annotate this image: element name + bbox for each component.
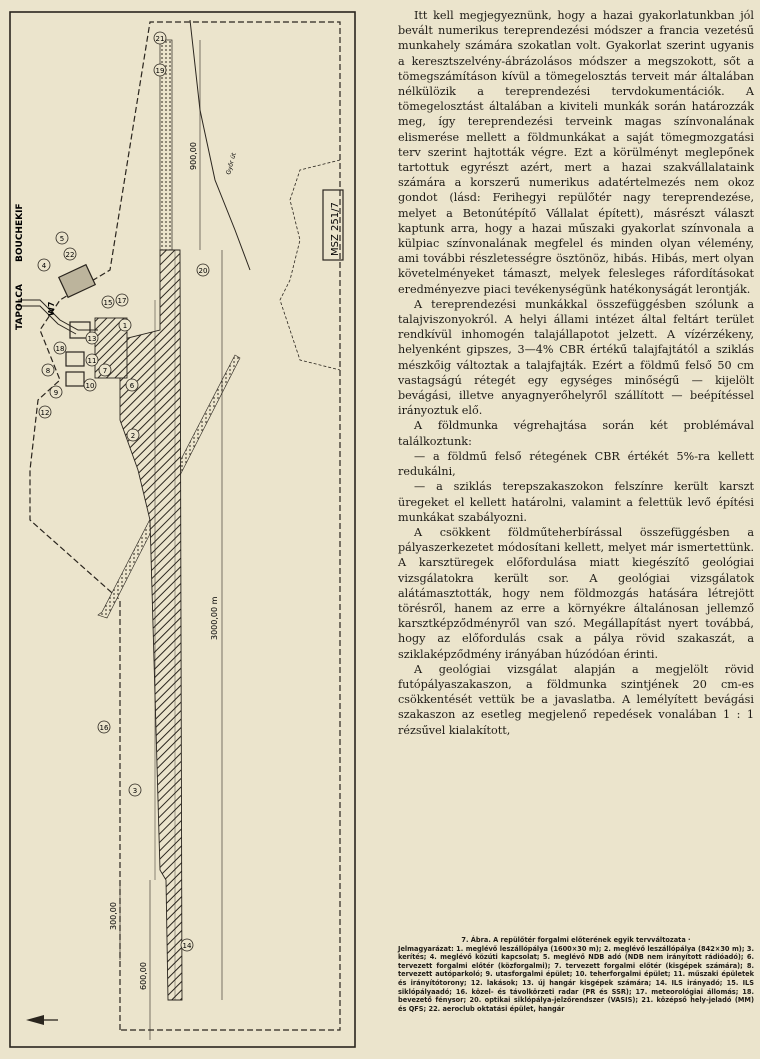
paragraph-4: — a földmű felső rétegének CBR értékét 5%-ra kellett redukálni, xyxy=(398,449,754,479)
callout-6 xyxy=(126,379,138,391)
callout-11 xyxy=(86,354,98,366)
callout-8 xyxy=(42,364,54,376)
paragraph-2: A tereprendezési munkákkal összefüggésben szólunk a talajviszonyokról. A helyi állami intézet által feltárt terület rendkívül inhomogén talajállapotot jelzett. A vízérzékeny, helyenként gipszes, 3—4% CBR értékű talajfajtától a sziklás mészkőig változtak a talajfajták. Ezért a földmű felső 50 cm vastagságú rétegét egy egységes minőségű — kijelölt bevágási, illetve anyagnyerőhelyről szállított — beépítéssel irányoztuk elő. xyxy=(398,297,754,418)
callout-9 xyxy=(50,386,62,398)
callout-7 xyxy=(99,364,111,376)
svg-text:15: 15 xyxy=(103,299,113,307)
building-9 xyxy=(66,352,84,366)
compass-west-label: TAPOLCA xyxy=(15,284,25,330)
caption-text: Jelmagyarázat: 1. meglévő leszállópálya (1600×30 m); 2. meglévő leszállópálya (842×30 m); 3. kerítés; 4. meglévő közúti kapcsolat; 5. meglévő NDB adó (NDB nem irányított rádióadó); 6. tervezett forgalmi előtér (közforgalmi); 7. tervezett forgalmi előtér (kisgépek számára); 8. tervezett autóparkoló; 9. utasforgalmi épület; 10. teherforgalmi épület; 11. műszaki épületek és irányítótorony; 12. lakások; 13. új hangár kisgépek számára; 14. ILS irányadó; 15. ILS siklópályaadó; 16. közel- és távolkörzeti radar (PR és SSR); 17. meteorológiai állomás; 18. bevezető fénysor; 20. optikai siklópálya-jelzőrendszer (VASIS); 21. középső hely-jeladó (MM) és QFS; 22. aeroclub oktatási épület, hangár xyxy=(398,944,754,1013)
article-text-column xyxy=(398,8,754,738)
dim-taxiway-label: 900,00 xyxy=(189,142,198,170)
svg-text:11: 11 xyxy=(87,357,97,365)
stamp-label: MSZ 251/7 xyxy=(330,202,341,256)
figure-frame xyxy=(10,12,355,1047)
hangar-13 xyxy=(59,265,95,298)
svg-text:19: 19 xyxy=(155,67,165,75)
dim-runway-label: 3000,00 m xyxy=(210,596,219,640)
paragraph-6: A csökkent földműteherbírással összefüggésben a pályaszerkezetet módosítani kellett, melyet már ismertettünk. A karsztüregek előfordulása miatt kiegészítő geológiai vizsgálatokra került sor. A geológiai vizsgálatok alátámasztották, hogy nem földmozgás hatására létrejött törésről, hanem az erre a környékre általánosan jellemző karsztképződményről van szó. Megállapítást nyert továbbá, hogy az előfordulás csak a pálya rövid szakaszát, a sziklaképződmény irányában húzódóan érinti. xyxy=(398,525,754,661)
callout-15 xyxy=(102,296,114,308)
access-road xyxy=(18,300,98,330)
svg-text:9: 9 xyxy=(53,389,59,397)
main-runway xyxy=(117,250,182,1000)
paragraph-1: Itt kell megjegyeznünk, hogy a hazai gyakorlatunkban jól bevált numerikus tereprendezési módszer a francia vezetésű munkahely számára szokatlan volt. Gyakorlat szerint ugyanis a keresztszelvény-ábrázolásos módszer a megszokott, sőt a tömegszámításon kívül a tömegelosztás terveit már általában nélkülözik a tereprendezési tervdokumentációk. A tömegelosztást általában a kiviteli munkák során határozzák meg, így tereprendezési terveink magas színvonalának elismerése mellett a földmunkákat a saját tömegmozgatási terv szerint hajtották végre. Ezt a körülményt meglepőnek tartottuk egyrészt azért, mert a hazai szakvállalataink számára a korszerű numerikus adatértelmezés nem okoz gondot (lásd: Ferihegyi repülőtér nagy tereprendezése, melyet a Betonútépítő Vállalat épített), másrészt választ kaptunk arra, hogy a hazai műszaki gyakorlat színvonala a külpiac színvonalának megfelel és minden olyan vélemény, ami további részletességre ösztönöz, hibás. Hibás, mert olyan követelményeket támaszt, melyek felesleges ráfordításokat eredményezve piaci tevékenységünk hatékonyságát lerontják. xyxy=(398,9,754,296)
dim-bottom-b-label: 600,00 xyxy=(139,962,148,990)
callout-3 xyxy=(129,784,141,796)
svg-text:4: 4 xyxy=(41,262,47,270)
figure-caption xyxy=(398,936,754,1013)
callout-13 xyxy=(86,332,98,344)
callout-16 xyxy=(98,721,110,733)
svg-text:17: 17 xyxy=(117,297,127,305)
north-arrow-icon xyxy=(26,1015,44,1025)
svg-text:13: 13 xyxy=(87,335,97,343)
road-label: Győr út xyxy=(225,152,238,176)
callout-10 xyxy=(84,379,96,391)
road-code-label: W7 xyxy=(47,301,56,316)
paragraph-5: — a sziklás terepszakaszokon felszínre került karszt üregeket el kellett határolni, valamint a felettük levő építési munkákat szabályozni. xyxy=(398,480,754,524)
svg-text:10: 10 xyxy=(85,382,95,390)
callout-5 xyxy=(56,232,68,244)
callout-21 xyxy=(154,32,166,44)
callout-12 xyxy=(39,406,51,418)
dim-bottom-a-label: 300,00 xyxy=(109,902,118,930)
callout-18 xyxy=(54,342,66,354)
svg-text:16: 16 xyxy=(99,724,109,732)
callout-17 xyxy=(116,294,128,306)
svg-text:22: 22 xyxy=(65,251,75,259)
svg-text:12: 12 xyxy=(40,409,50,417)
svg-text:6: 6 xyxy=(129,382,135,390)
svg-text:2: 2 xyxy=(130,432,136,440)
callout-20 xyxy=(197,264,209,276)
svg-text:18: 18 xyxy=(55,345,65,353)
building-10 xyxy=(66,372,84,386)
paragraph-3: A földmunka végrehajtása során két problémával találkoztunk: xyxy=(398,419,754,448)
callout-group xyxy=(38,32,209,951)
callout-2 xyxy=(127,429,139,441)
svg-text:5: 5 xyxy=(59,235,65,243)
callout-1 xyxy=(119,319,131,331)
svg-text:14: 14 xyxy=(182,942,192,950)
svg-text:1: 1 xyxy=(122,322,128,330)
terrain-contour xyxy=(280,160,340,370)
compass-east-label: BOUCHEKIF xyxy=(15,203,25,262)
callout-4 xyxy=(38,259,50,271)
svg-text:7: 7 xyxy=(102,367,108,375)
callout-14 xyxy=(181,939,193,951)
caption-title: 7. Ábra. A repülőtér forgalmi előterének egyik tervváltozata · xyxy=(461,936,691,944)
fence-line xyxy=(30,22,340,1030)
svg-text:3: 3 xyxy=(132,787,138,795)
svg-text:8: 8 xyxy=(45,367,51,375)
callout-19 xyxy=(154,64,166,76)
svg-text:20: 20 xyxy=(198,267,208,275)
road-curve xyxy=(190,20,250,270)
callout-22 xyxy=(64,248,76,260)
svg-text:21: 21 xyxy=(155,35,165,43)
paragraph-7: A geológiai vizsgálat alapján a megjelölt rövid futópályaszakaszon, a földmunka szintjének 20 cm-es csökkentését vettük be a javaslatba. A lemélyített bevágási szakaszon az esetleg megjelenő repedések vonalában 1 : 1 rézsűvel kialakított, xyxy=(398,662,754,737)
